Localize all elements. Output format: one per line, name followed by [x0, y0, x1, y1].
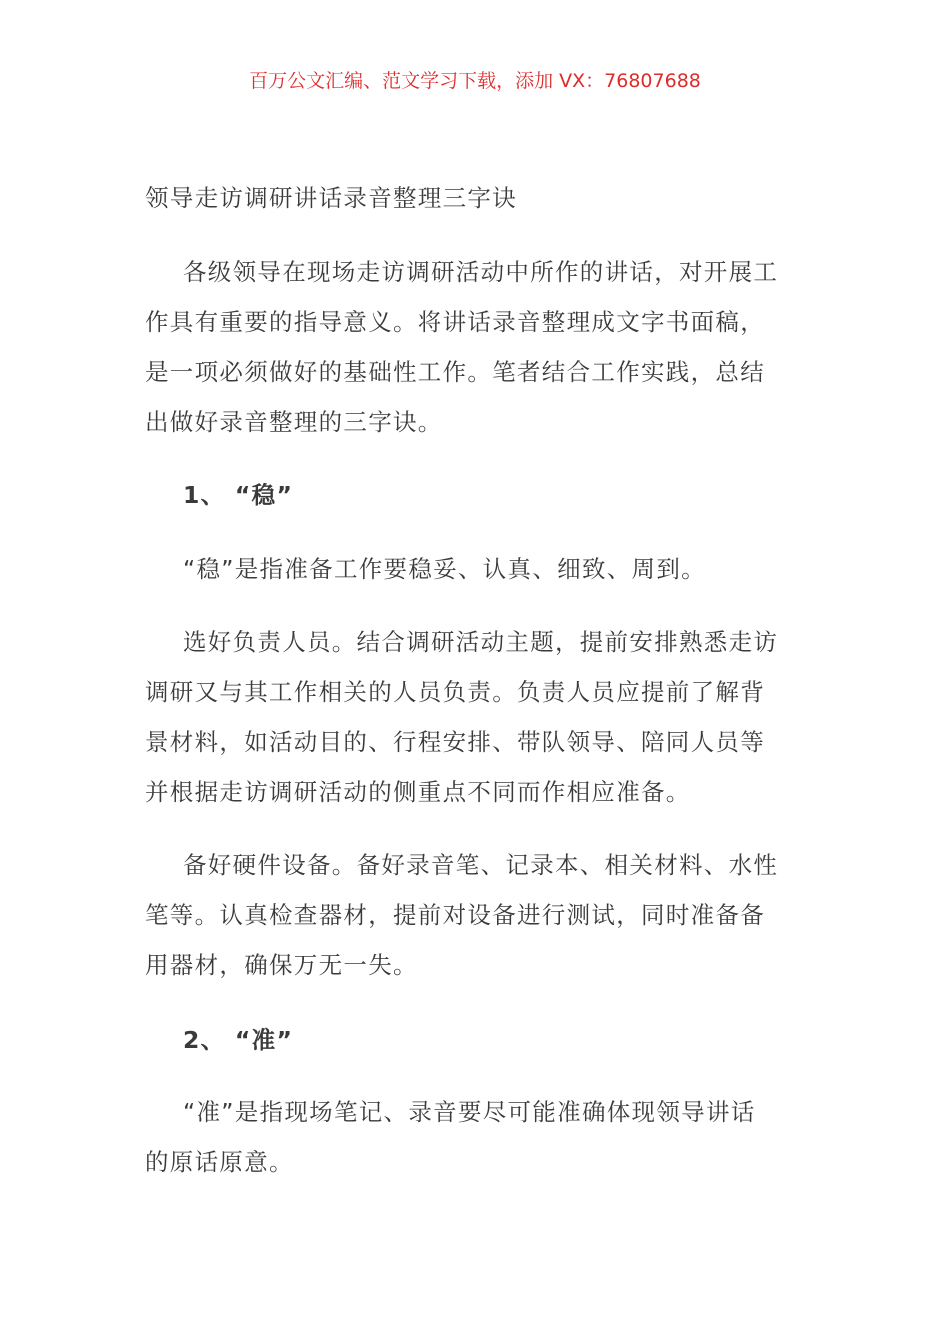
text-line: “准”是指现场笔记、录音要尽可能准确体现领导讲话: [183, 1098, 756, 1126]
text-line: 是一项必须做好的基础性工作。笔者结合工作实践，总结: [145, 358, 765, 386]
heading-line: 2、 “准”: [183, 1026, 294, 1054]
title-line: 领导走访调研讲话录音整理三字诀: [145, 184, 517, 212]
text-line: 调研又与其工作相关的人员负责。负责人员应提前了解背: [145, 678, 765, 706]
text-line: 的原话原意。: [145, 1148, 294, 1176]
text-line: 出做好录音整理的三字诀。: [145, 408, 443, 436]
text-line: 景材料，如活动目的、行程安排、带队领导、陪同人员等: [145, 728, 765, 756]
text-line: 并根据走访调研活动的侧重点不同而作相应准备。: [145, 778, 691, 806]
text-line: “稳”是指准备工作要稳妥、认真、细致、周到。: [183, 555, 706, 583]
watermark-header: 百万公文汇编、范文学习下载，添加 VX：76807688: [249, 70, 701, 92]
text-line: 用器材，确保万无一失。: [145, 951, 418, 979]
heading-line: 1、 “稳”: [183, 481, 294, 509]
section-heading-1: [145, 470, 825, 520]
paragraph-equipment: [145, 840, 825, 990]
text-line: 作具有重要的指导意义。将讲话录音整理成文字书面稿，: [145, 308, 765, 336]
text-line: 笔等。认真检查器材，提前对设备进行测试，同时准备备: [145, 901, 765, 929]
section-heading-2: [145, 1015, 825, 1065]
paragraph-wen-definition: [145, 544, 825, 594]
text-line: 备好硬件设备。备好录音笔、记录本、相关材料、水性: [183, 851, 779, 879]
paragraph-intro: [145, 247, 825, 447]
text-line: 选好负责人员。结合调研活动主题，提前安排熟悉走访: [183, 628, 779, 656]
text-line: 各级领导在现场走访调研活动中所作的讲话，对开展工: [183, 258, 779, 286]
paragraph-personnel: [145, 617, 825, 817]
document-title: [145, 173, 825, 223]
paragraph-zhun-definition: [145, 1087, 825, 1187]
